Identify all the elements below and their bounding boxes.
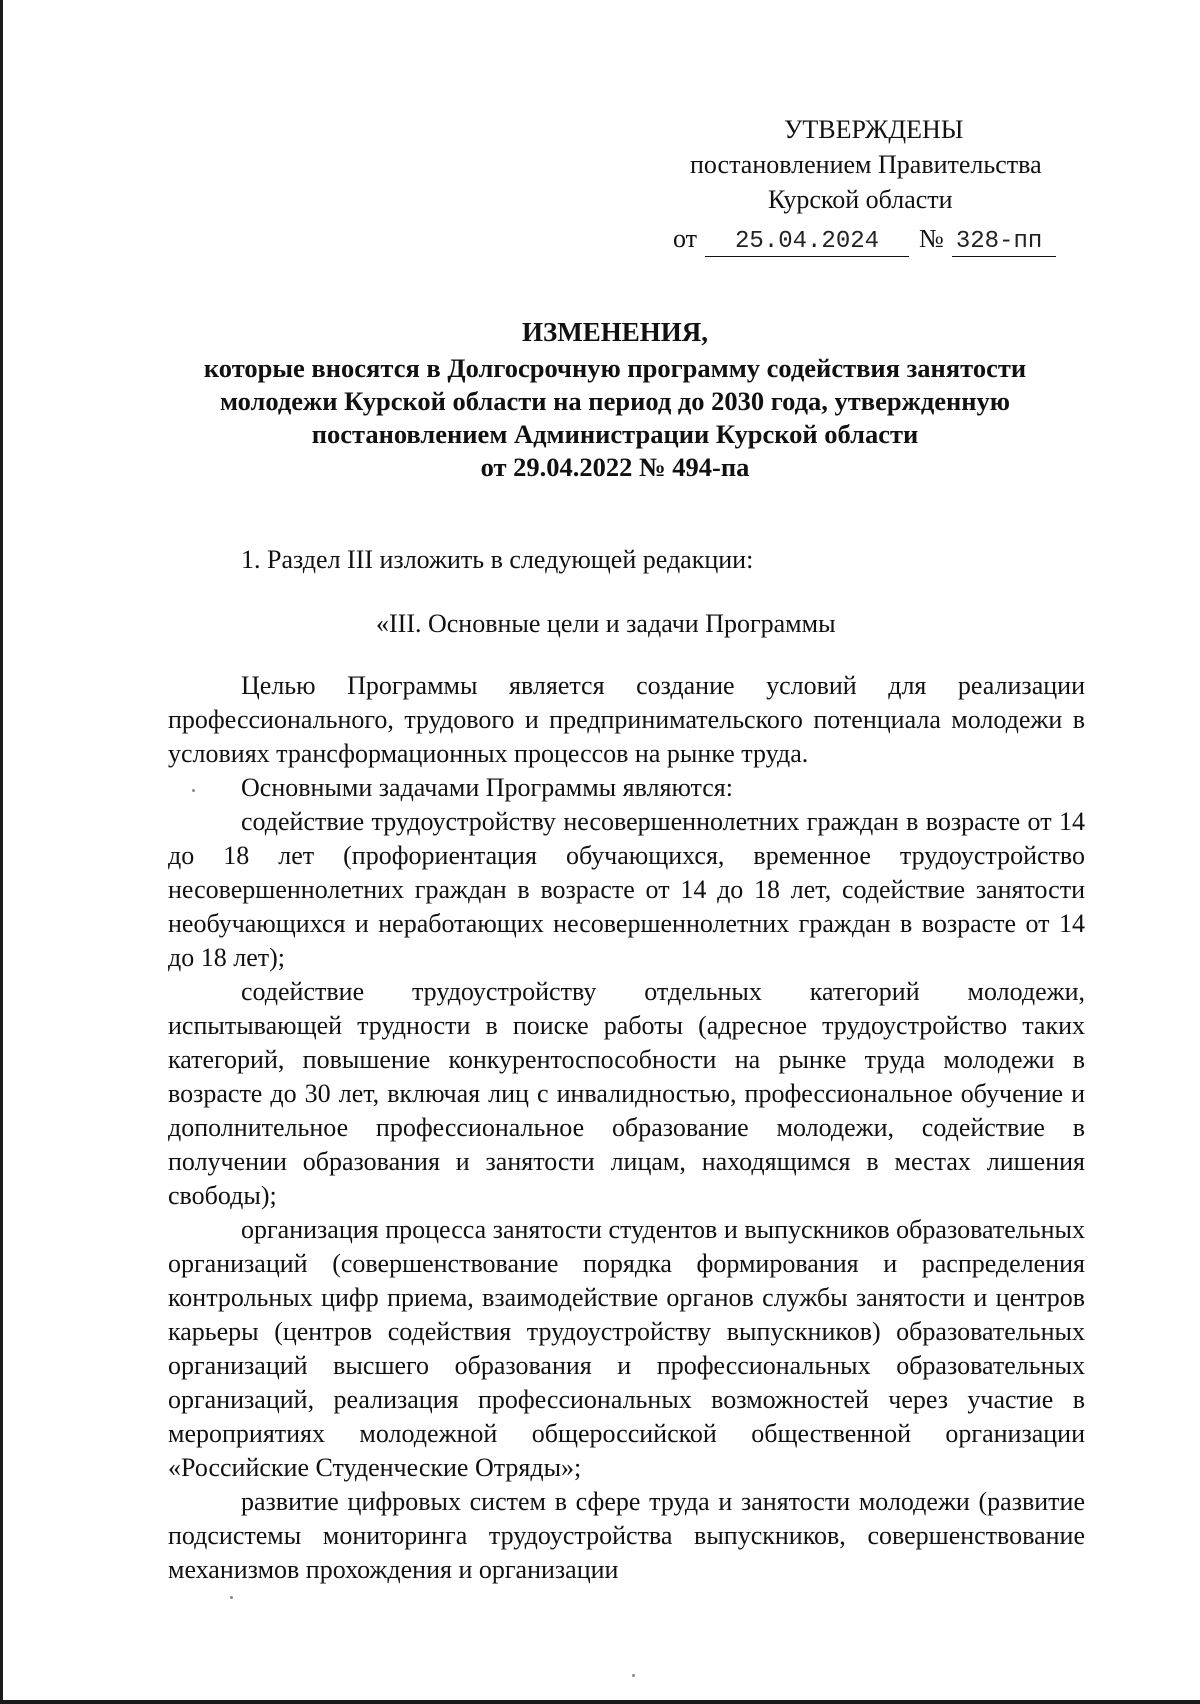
body-paragraph: содействие трудоустройству отдельных категорий молодежи, испытывающей трудности в поиске работы (адресное трудоустройство таких категорий, повышение конкурентоспособности на рынке труда молодежи в возрасте до 30 лет, включая лиц с инвалидностью, профессиональное обучение и дополнительное профессиональное образование молодежи, содействие в получении образования и занятости лицам, находящимся в местах лишения свободы);: [168, 977, 1085, 1210]
scan-edge-bottom: [0, 1700, 1200, 1704]
body-paragraph: Основными задачами Программы являются:: [241, 773, 733, 802]
scan-speck: [632, 1674, 635, 1677]
date-prefix: от: [673, 224, 698, 253]
approval-by-line: постановлением Правительства: [690, 150, 1042, 179]
heading-subtitle-line: постановлением Администрации Курской области: [311, 419, 919, 449]
heading-subtitle-line: молодежи Курской области на период до 2030 года, утвержденную: [219, 386, 1011, 416]
approval-date-number-line: [673, 221, 1160, 257]
scan-speck: [192, 789, 195, 792]
approval-region-line: Курской области: [768, 185, 953, 214]
body-paragraph: развитие цифровых систем в сфере труда и занятости молодежи (развитие подсистемы мониторинга трудоустройства выпускников, совершенствование механизмов прохождения и организации: [168, 1487, 1085, 1584]
body-paragraph: Целью Программы является создание условий для реализации профессионального, трудового и предпринимательского потенциала молодежи в условиях трансформационных процессов на рынке труда.: [168, 671, 1085, 768]
approval-block: [560, 112, 1160, 257]
number-prefix: №: [919, 224, 944, 253]
scan-speck: [230, 1596, 233, 1599]
scan-edge-left: [0, 0, 3, 1704]
document-heading: [150, 316, 1080, 484]
heading-subtitle-line: от 29.04.2022 № 494-па: [480, 452, 750, 482]
approval-status: УТВЕРЖДЕНЫ: [784, 115, 964, 144]
list-item-1: 1. Раздел III изложить в следующей редакции:: [241, 545, 754, 574]
body-paragraph: содействие трудоустройству несовершеннолетних граждан в возрасте от 14 до 18 лет (профориентация обучающихся, временное трудоустройство несовершеннолетних граждан в возрасте от 14 до 18 лет, содействие занятости необучающихся и неработающих несовершеннолетних граждан в возрасте от 14 до 18 лет);: [168, 807, 1085, 972]
document-body: [168, 543, 1085, 1587]
date-value: 25.04.2024: [705, 228, 909, 257]
body-paragraph: организация процесса занятости студентов и выпускников образовательных организаций (совершенствование порядка формирования и распределения контрольных цифр приема, взаимодействие органов службы занятости и центров карьеры (центров содействия трудоустройству выпускников) образовательных организаций высшего образования и профессиональных образовательных организаций, реализация профессиональных возможностей через участие в мероприятиях молодежной общероссийской общественной организации «Российские Студенческие Отряды»;: [168, 1215, 1085, 1482]
section-title: «III. Основные цели и задачи Программы: [376, 609, 836, 638]
heading-title: ИЗМЕНЕНИЯ,: [521, 317, 708, 347]
number-value: 328-пп: [952, 228, 1056, 257]
heading-subtitle-line: которые вносятся в Долгосрочную программу содействия занятости: [203, 353, 1027, 383]
